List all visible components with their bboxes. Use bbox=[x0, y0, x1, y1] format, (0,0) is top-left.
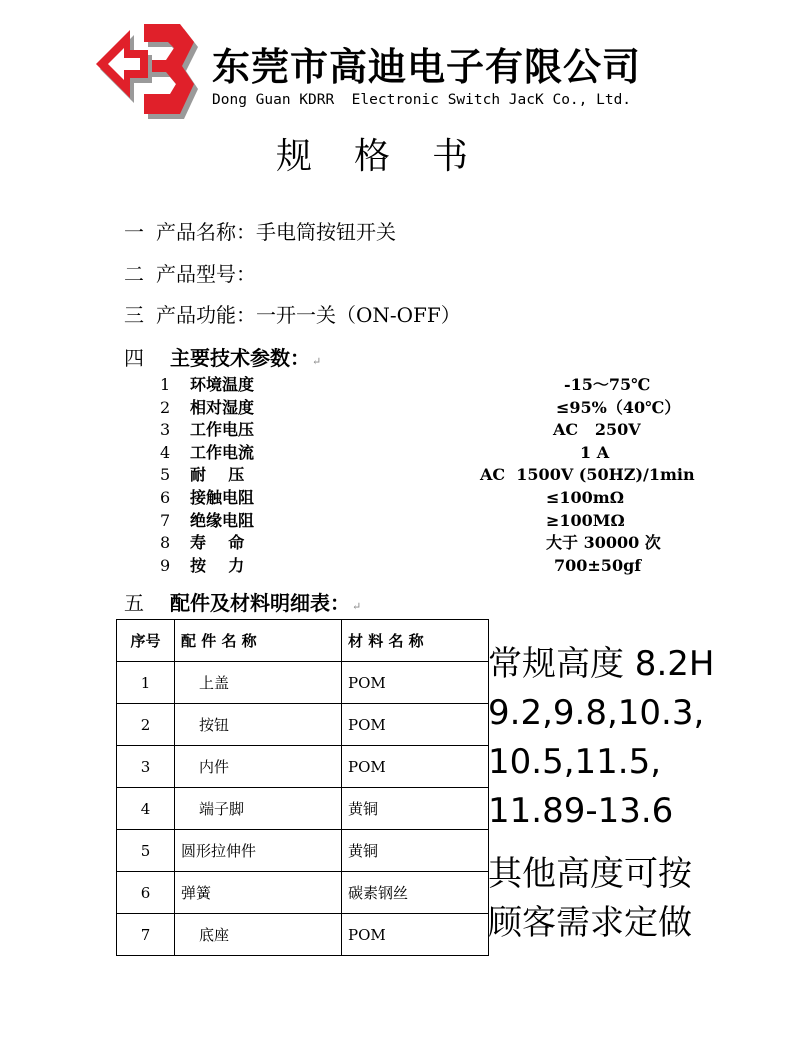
table-cell: POM bbox=[342, 914, 489, 956]
table-cell: 7 bbox=[117, 914, 175, 956]
table-cell: 6 bbox=[117, 872, 175, 914]
table-row bbox=[117, 746, 489, 788]
table-cell: 碳素钢丝 bbox=[342, 872, 489, 914]
param-value: ≥100MΩ bbox=[546, 510, 625, 530]
note-line: 其他高度可按 bbox=[488, 854, 692, 894]
param-name: 寿 命 bbox=[190, 533, 245, 553]
table-cell: 弹簧 bbox=[175, 872, 342, 914]
table-cell: 1 bbox=[117, 662, 175, 704]
table-cell: 上盖 bbox=[175, 662, 342, 704]
note-line: 常规高度 8.2H bbox=[488, 644, 715, 684]
param-index: 5 bbox=[160, 465, 171, 485]
section-number: 二 bbox=[124, 262, 144, 286]
section-parts-materials bbox=[124, 587, 361, 616]
table-cell: 5 bbox=[117, 830, 175, 872]
height-options-note bbox=[488, 640, 714, 948]
section-tech-params bbox=[124, 342, 321, 371]
param-value: ≤100mΩ bbox=[546, 487, 624, 507]
table-cell: 黄铜 bbox=[342, 788, 489, 830]
note-line: 11.89-13.6 bbox=[488, 791, 674, 831]
table-row bbox=[117, 704, 489, 746]
param-index: 4 bbox=[160, 442, 171, 462]
company-name-en: Dong Guan KDRR Electronic Switch JacK Co., Ltd. bbox=[212, 92, 632, 108]
param-name: 相对湿度 bbox=[190, 397, 255, 417]
paragraph-mark-icon: ↵ bbox=[312, 355, 322, 368]
company-name-cn: 东莞市高迪电子有限公司 bbox=[212, 45, 642, 89]
param-index: 8 bbox=[160, 533, 171, 553]
param-index: 6 bbox=[160, 487, 171, 507]
param-index: 2 bbox=[160, 397, 171, 417]
table-row bbox=[117, 830, 489, 872]
section-label: 配件及材料明细表： bbox=[170, 591, 350, 615]
table-row bbox=[117, 872, 489, 914]
note-line: 9.2,9.8,10.3, bbox=[488, 693, 705, 733]
section-number: 三 bbox=[124, 303, 144, 327]
param-value: AC 1500V (50HZ)/1min bbox=[480, 465, 695, 485]
param-value: -15～75℃ bbox=[564, 375, 651, 394]
section-label: 主要技术参数： bbox=[170, 346, 310, 370]
table-cell: POM bbox=[342, 704, 489, 746]
table-row bbox=[117, 788, 489, 830]
table-cell: 黄铜 bbox=[342, 830, 489, 872]
section-number: 五 bbox=[124, 591, 144, 615]
section-label: 产品功能：一开一关（ON-OFF） bbox=[156, 303, 461, 327]
section-number: 四 bbox=[124, 346, 144, 370]
column-header: 材 料 名 称 bbox=[342, 620, 489, 662]
table-row bbox=[117, 662, 489, 704]
param-name: 按 力 bbox=[190, 555, 245, 575]
section-product-model bbox=[124, 258, 256, 287]
param-value: 1 A bbox=[580, 442, 610, 462]
table-cell: 按钮 bbox=[175, 704, 342, 746]
table-cell: 圆形拉伸件 bbox=[175, 830, 342, 872]
table-row bbox=[117, 914, 489, 956]
param-index: 9 bbox=[160, 555, 171, 575]
param-name: 工作电流 bbox=[190, 442, 255, 462]
table-cell: 底座 bbox=[175, 914, 342, 956]
param-value: 700±50gf bbox=[554, 555, 642, 575]
param-name: 绝缘电阻 bbox=[190, 510, 255, 530]
param-index: 7 bbox=[160, 510, 171, 530]
table-header-row bbox=[117, 620, 489, 662]
param-name: 工作电压 bbox=[190, 420, 255, 440]
document-title: 规格书 bbox=[276, 136, 511, 177]
param-name: 接触电阻 bbox=[190, 487, 255, 507]
table-cell: POM bbox=[342, 746, 489, 788]
param-value: 大于 30000 次 bbox=[546, 533, 661, 553]
table-cell: POM bbox=[342, 662, 489, 704]
column-header: 配 件 名 称 bbox=[175, 620, 342, 662]
section-label: 产品型号： bbox=[156, 262, 256, 286]
param-index: 1 bbox=[160, 375, 171, 394]
table-cell: 4 bbox=[117, 788, 175, 830]
param-name: 耐 压 bbox=[190, 465, 245, 485]
table-cell: 端子脚 bbox=[175, 788, 342, 830]
company-logo-icon bbox=[90, 14, 200, 124]
note-gap bbox=[488, 836, 714, 850]
table-cell: 内件 bbox=[175, 746, 342, 788]
param-value: ≤95%（40℃） bbox=[556, 397, 681, 417]
section-product-function bbox=[124, 299, 461, 328]
note-line: 顾客需求定做 bbox=[488, 903, 692, 943]
section-product-name bbox=[124, 216, 396, 245]
note-line: 10.5,11.5, bbox=[488, 742, 662, 782]
paragraph-mark-icon: ↵ bbox=[352, 600, 362, 613]
table-cell: 2 bbox=[117, 704, 175, 746]
parts-materials-table bbox=[116, 619, 489, 956]
param-index: 3 bbox=[160, 420, 171, 440]
section-number: 一 bbox=[124, 220, 144, 244]
section-label: 产品名称：手电筒按钮开关 bbox=[156, 220, 396, 244]
column-header: 序号 bbox=[117, 620, 175, 662]
table-cell: 3 bbox=[117, 746, 175, 788]
param-value: AC 250V bbox=[553, 420, 641, 440]
param-name: 环境温度 bbox=[190, 375, 255, 394]
